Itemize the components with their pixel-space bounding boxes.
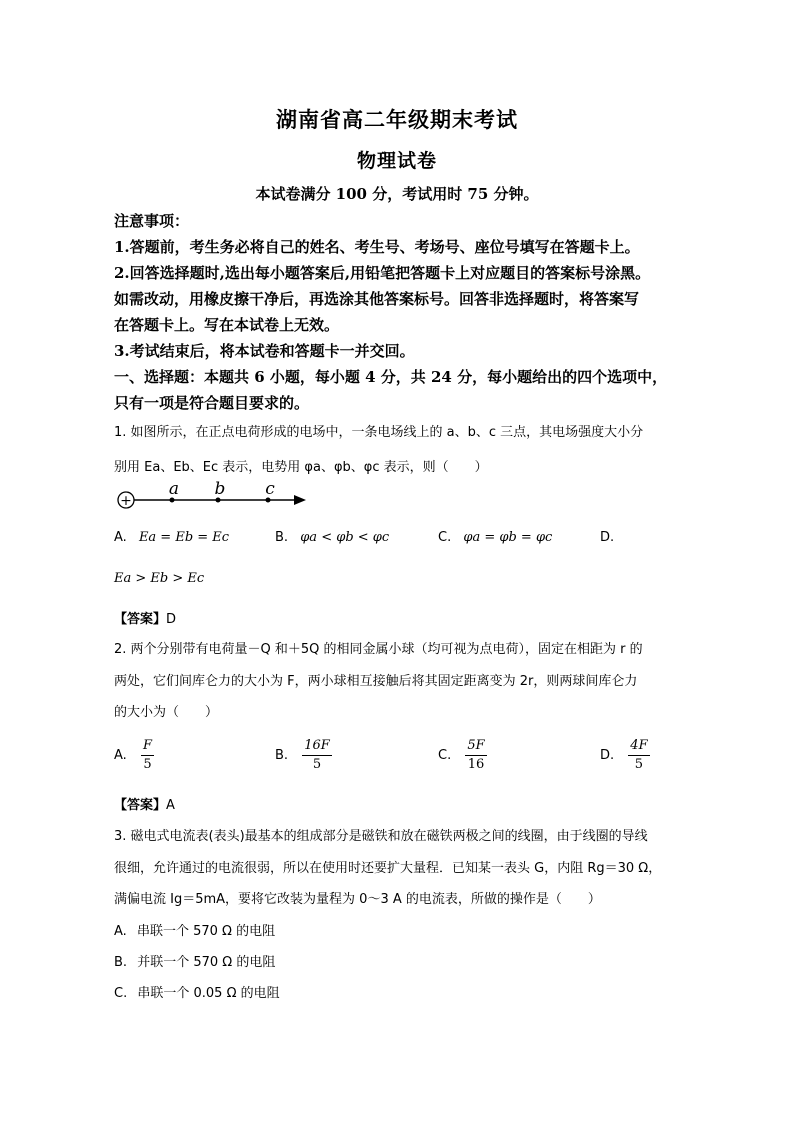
q2-stem: 2. 两个分别带有电荷量－Q 和＋5Q 的相同金属小球（均可视为点电荷），固定在相距为 r 的 [114, 642, 643, 657]
option-fraction [141, 737, 154, 774]
q1-stem: 1. 如图所示，在正点电荷形成的电场中，一条电场线上的 a、b、c 三点，其电场强度大小分 [114, 425, 644, 440]
section-heading-cont: 只有一项是符合题目要求的。 [114, 394, 310, 412]
q1-option-c[interactable] [438, 530, 552, 545]
q2-stem-cont: 的大小为（ ） [114, 705, 219, 720]
fraction-denominator: 5 [312, 757, 322, 772]
option-fraction [302, 737, 332, 774]
option-label: A. [114, 924, 127, 939]
charge-sign: + [120, 493, 132, 509]
point-c-label: c [265, 479, 275, 499]
q2-option-c[interactable] [438, 737, 487, 774]
option-label: A. [114, 530, 127, 545]
note-line: 在答题卡上。写在本试卷上无效。 [114, 316, 340, 334]
option-label: C. [114, 986, 128, 1001]
fraction-numerator: F [141, 737, 154, 756]
fraction-numerator: 5F [465, 737, 486, 756]
answer-tag: 【答案】 [114, 612, 167, 627]
q3-stem-cont: 满偏电流 Ig＝5mA，要将它改装为量程为 0～3 A 的电流表，所做的操作是（ ） [114, 892, 601, 907]
point-b-label: b [214, 479, 226, 499]
q2-stem-cont: 两处，它们间库仑力的大小为 F，两小球相互接触后将其固定距离变为 2r，则两球间库仑力 [114, 674, 638, 689]
option-label: A. [114, 748, 127, 763]
q3-stem: 3. 磁电式电流表(表头)最基本的组成部分是磁铁和放在磁铁两极之间的线圈，由于线圈的导线 [114, 829, 648, 844]
option-label: B. [275, 530, 289, 545]
notes-heading: 注意事项： [114, 212, 190, 230]
note-line: 3.考试结束后，将本试卷和答题卡一并交回。 [114, 342, 415, 360]
q3-option-b[interactable] [114, 951, 275, 970]
q1-answer [114, 608, 176, 627]
section-heading: 一、选择题：本题共 6 小题，每小题 4 分，共 24 分，每小题给出的四个选项中， [114, 368, 668, 386]
option-text: φa = φb = φc [463, 530, 553, 545]
q1-option-d-text: Ea > Eb > Ec [114, 571, 205, 586]
exam-subject: 物理试卷 [356, 150, 437, 172]
q1-option-a[interactable] [114, 530, 229, 545]
note-line: 1.答题前，考生务必将自己的姓名、考生号、考场号、座位号填写在答题卡上。 [114, 238, 640, 256]
option-label: C. [438, 748, 452, 763]
option-label: C. [438, 530, 452, 545]
q1-option-b[interactable] [275, 530, 389, 545]
answer-tag: 【答案】 [114, 798, 167, 813]
option-label: D. [600, 748, 615, 763]
q3-option-a[interactable] [114, 920, 275, 939]
option-label: D. [600, 530, 615, 545]
option-text: Ea = Eb = Ec [138, 530, 230, 545]
option-fraction [628, 737, 649, 774]
option-text: 串联一个 0.05 Ω 的电阻 [137, 986, 280, 1001]
q3-stem-cont: 很细，允许通过的电流很弱，所以在使用时还要扩大量程．已知某一表头 G，内阻 Rg＝30 Ω， [114, 861, 662, 876]
fraction-denominator: 5 [143, 757, 152, 772]
q2-option-a[interactable] [114, 737, 154, 774]
fraction-denominator: 16 [467, 757, 485, 772]
fraction-numerator: 16F [302, 737, 332, 756]
option-label: B. [275, 748, 289, 763]
option-text: 并联一个 570 Ω 的电阻 [137, 955, 276, 970]
option-text: 串联一个 570 Ω 的电阻 [136, 924, 276, 939]
fraction-numerator: 4F [628, 737, 649, 756]
answer-value: D [166, 612, 177, 627]
option-text: φa < φb < φc [300, 530, 390, 545]
q1-field-line-figure [110, 478, 320, 512]
q1-stem-cont: 别用 Ea、Eb、Ec 表示，电势用 φa、φb、φc 表示，则（ ） [114, 460, 488, 475]
q3-option-c[interactable] [114, 982, 280, 1001]
fraction-denominator: 5 [634, 757, 644, 772]
option-label: B. [114, 955, 128, 970]
point-a-label: a [168, 479, 180, 499]
option-fraction [465, 737, 486, 774]
q2-option-b[interactable] [275, 737, 332, 774]
answer-value: A [166, 798, 175, 813]
note-line: 2.回答选择题时,选出每小题答案后,用铅笔把答题卡上对应题目的答案标号涂黑。 [114, 264, 651, 282]
arrow-head-icon [294, 495, 306, 505]
q1-option-d[interactable] [600, 530, 614, 545]
q2-answer [114, 794, 175, 813]
note-line: 如需改动，用橡皮擦干净后，再选涂其他答案标号。回答非选择题时，将答案写 [114, 290, 640, 308]
q2-option-d[interactable] [600, 737, 650, 774]
exam-info: 本试卷满分 100 分，考试用时 75 分钟。 [255, 185, 539, 203]
exam-title: 湖南省高二年级期末考试 [276, 107, 518, 132]
